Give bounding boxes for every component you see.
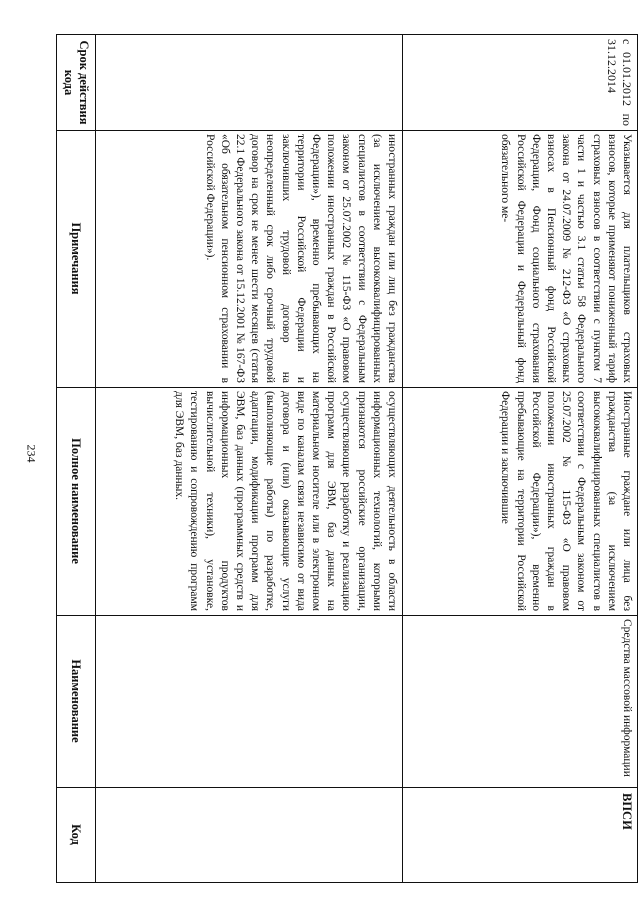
row1-notes: иностранных граждан или лиц без гражданства (за исключением высококвалифицированных специалистов в соответствии с Федеральным законом от 25.07.2002 № 115-ФЗ «О правовом положении иностранных граждан в Российской Федерации»), временно пребывающих на территории Российской Федерации и заключивших трудовой договор на неопределенный срок либо срочный трудовой договор на срок не менее шести месяцев (статья 22.1 Федерального закона от 15.12.2001 № 167-ФЗ «Об обязательном пенсионном страховании в Российской Федерации»). <box>203 134 398 383</box>
header-code: Код <box>69 824 84 845</box>
codes-table <box>56 34 638 883</box>
row2-code: ВПСИ <box>620 793 634 830</box>
page-number: 234 <box>24 444 39 463</box>
row2-validity: с 01.01.2012 по 31.12.2014 <box>604 39 634 126</box>
header-name: Наименование <box>69 659 84 743</box>
header-full-name: Полное наименование <box>69 438 84 564</box>
row2-name: Средства массовой информации <box>621 619 633 777</box>
row1-full-name: осуществляющих деятельность в области информационных технологий, которыми признаются российские организации, осуществляющие разработку и реализацию программ для ЭВМ, баз данных на материальном носителе или в электронном виде по каналам связи независимо от вида договора и (или) оказывающие услуги (выполняющие работы) по разработке, адаптации, модификации программ для ЭВМ, баз данных (программных средств и информационных продуктов вычислительной техники), установке, тестированию и сопровождению программ для ЭВМ, баз данных. <box>173 391 398 611</box>
header-notes: Примечания <box>69 222 84 295</box>
row2-full-name: Иностранные граждане или лица без гражданства (за исключением высококвалифицированных специалистов в соответствии с Федеральным законом от 25.07.2002 № 115-ФЗ «О правовом положении иностранных граждан в Российской Федерации»), временно пребывающие на территории Российской Федерации и заключившие <box>499 391 633 611</box>
row2-notes: Указывается для плательщиков страховых взносов, которые применяют пониженный тариф страховых взносов в соответствии с пунктом 7 части 1 и частью 3.1 статьи 58 Федерального закона от 24.07.2009 № 212-ФЗ «О страховых взносах в Пенсионный фонд Российской Федерации, Фонд социального страхования Российской Федерации и Федеральный фонд обязательного ме- <box>499 134 633 383</box>
header-validity: Срок действия кода <box>62 40 91 125</box>
